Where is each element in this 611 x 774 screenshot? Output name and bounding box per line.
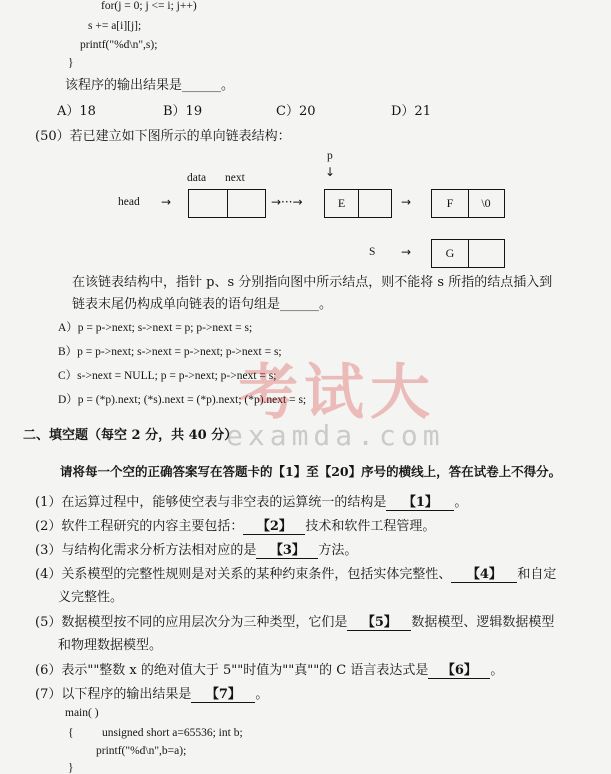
watermark-logo: 考试大 (238, 358, 436, 428)
fill-question-4: (4）关系模型的完整性规则是对关系的某种约束条件，包括实体完整性、 【4】 和自定 (35, 563, 556, 583)
question-text: 该程序的输出结果是______。 (65, 78, 235, 93)
fill-question-1: (1）在运算过程中，能够使空表与非空表的运算统一的结构是 【1】 。 (35, 491, 467, 511)
head-arrow: → (161, 195, 172, 209)
option-b: B）p = p->next; s->next = p->next; p->next = s; (58, 346, 282, 358)
list-node-g (431, 239, 505, 268)
fill-question-5-cont: 和物理数据模型。 (58, 638, 163, 653)
code-line: main( ) (65, 707, 99, 719)
p-label: p (327, 150, 333, 162)
list-node-e (324, 189, 392, 218)
node-data-field: F (432, 190, 469, 217)
answer-blank-3: 【3】 (256, 539, 318, 559)
answer-blank-7: 【7】 (191, 683, 255, 703)
answer-blank-5: 【5】 (347, 611, 411, 631)
section-instruction: 请将每一个空的正确答案写在答题卡的【1】至【20】序号的横线上，答在试卷上不得分。 (60, 464, 562, 479)
watermark-site: examda.com (226, 419, 445, 452)
answer-blank-4: 【4】 (451, 563, 517, 583)
section-title: 二、填空题（每空 2 分，共 40 分） (23, 428, 238, 443)
fill-question-6: (6）表示""整数 x 的绝对值大于 5""时值为""真""的 C 语言表达式是 【6】 。 (35, 659, 503, 679)
s-label: S (369, 246, 376, 258)
code-line: } (68, 57, 74, 69)
code-line: printf("%d\n",b=a); (96, 745, 187, 757)
option-d: D）21 (391, 104, 431, 119)
fill-question-2: (2）软件工程研究的内容主要包括： 【2】 技术和软件工程管理。 (35, 515, 435, 535)
node-next-field (468, 240, 504, 267)
e-to-f-arrow: → (401, 195, 412, 209)
node-next-field (227, 190, 265, 217)
node-data-field: G (432, 240, 469, 267)
node-null-field: \0 (481, 196, 491, 210)
p-down-arrow: ↓ (325, 165, 336, 179)
list-node-f (431, 189, 505, 218)
fill-question-7: (7）以下程序的输出结果是 【7】 。 (35, 683, 268, 703)
code-line: printf("%d\n",s); (80, 39, 158, 51)
option-c: C）20 (276, 104, 316, 119)
list-node-first (188, 189, 266, 218)
node-data-field: E (325, 190, 359, 217)
option-d: D）p = (*p).next; (*s).next = (*p).next; (*p).next = s; (58, 394, 307, 406)
option-b: B）19 (163, 104, 203, 119)
answer-blank-2: 【2】 (243, 515, 305, 535)
data-label: data (187, 172, 207, 184)
fill-question-5: (5）数据模型按不同的应用层次分为三种类型，它们是 【5】 数据模型、逻辑数据模型 (35, 611, 554, 631)
s-arrow: → (401, 245, 412, 259)
code-line: } (68, 762, 74, 774)
node-next-field (358, 190, 391, 217)
code-line: for(j = 0; j <= i; j++) (101, 0, 197, 12)
next-label: next (225, 172, 245, 184)
question-50-text-2: 链表末尾仍构成单向链表的语句组是______。 (72, 297, 333, 312)
fill-question-3: (3）与结构化需求分析方法相对应的是 【3】 方法。 (35, 539, 357, 559)
answer-blank-6: 【6】 (428, 659, 490, 679)
head-label: head (118, 196, 140, 208)
question-50-text-1: 在该链表结构中，指针 p、s 分别指向图中所示结点，则不能将 s 所指的结点插入到 (72, 275, 553, 290)
fill-question-4-cont: 义完整性。 (58, 590, 124, 605)
code-line: unsigned short a=65536; int b; (102, 727, 243, 739)
option-a: A）18 (57, 104, 96, 119)
option-a: A）p = p->next; s->next = p; p->next = s; (58, 322, 253, 334)
question-50-stem: (50）若已建立如下图所示的单向链表结构： (35, 129, 291, 144)
ellipsis-arrow: →···→ (271, 195, 303, 209)
node-data-field (189, 190, 228, 217)
option-c: C）s->next = NULL; p = p->next; p->next = s; (58, 370, 277, 382)
answer-blank-1: 【1】 (386, 491, 454, 511)
code-line: { (68, 727, 74, 739)
code-line: s += a[i][j]; (88, 20, 142, 32)
